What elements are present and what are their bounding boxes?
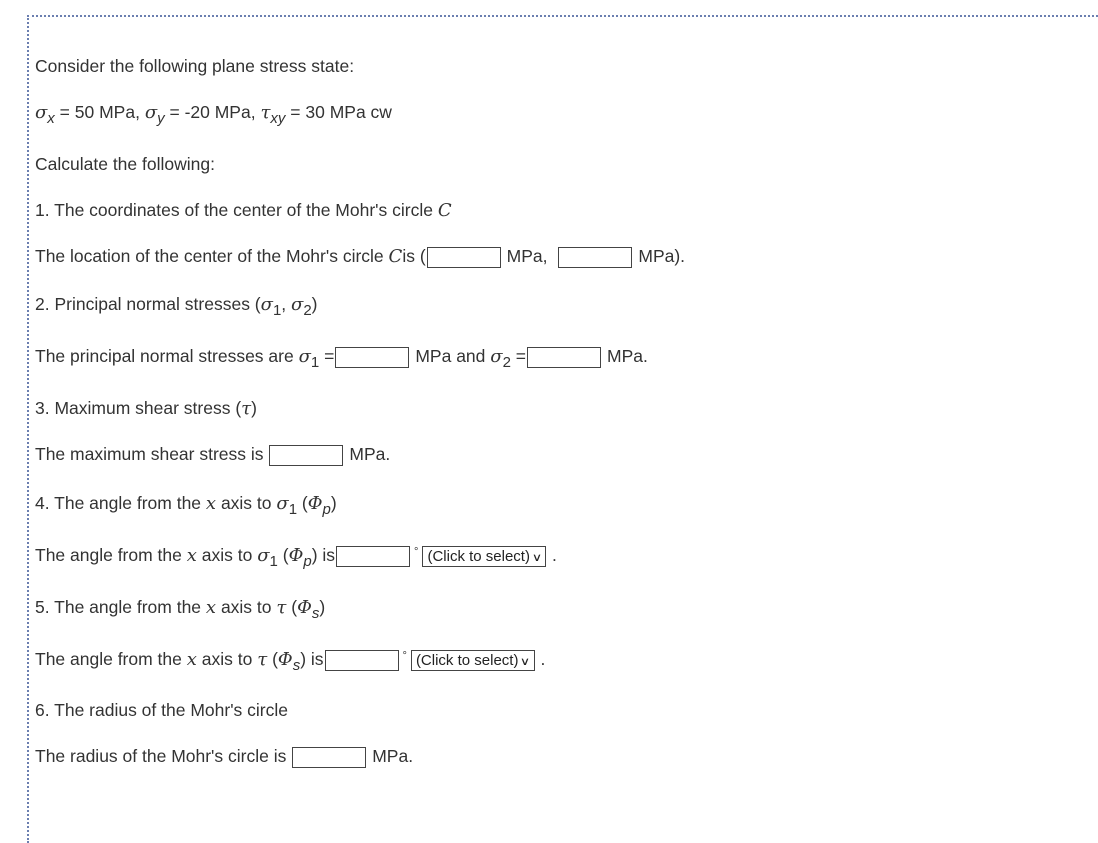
sigma1-unit: MPa and <box>415 346 486 366</box>
tau-symbol: τ <box>241 398 252 419</box>
s-subscript: s <box>292 657 301 674</box>
c-variable: C <box>437 200 452 221</box>
chevron-down-icon: ∨ <box>531 551 543 564</box>
q6-prompt <box>35 744 413 768</box>
q6-heading: 6. The radius of the Mohr's circle <box>35 700 288 720</box>
q5-prompt <box>35 647 545 674</box>
q4-prompt-axis: axis to <box>201 545 253 565</box>
center-x-unit: MPa, <box>506 246 548 266</box>
comma: , <box>281 294 287 314</box>
x-subscript: x <box>47 110 55 127</box>
degree-symbol: ° <box>414 546 419 558</box>
q3-prompt-text: The maximum shear stress is <box>35 444 264 464</box>
q2-prompt <box>35 344 648 370</box>
tau-symbol: τ <box>257 649 268 670</box>
intro-text: Consider the following plane stress state: <box>35 56 355 76</box>
sigma-symbol: σ <box>35 102 48 123</box>
one-subscript: 1 <box>310 354 320 371</box>
phi-symbol: Φ <box>297 597 312 618</box>
phi-symbol: Φ <box>288 545 304 566</box>
period: . <box>552 545 557 565</box>
equals-sign: = <box>324 346 335 366</box>
q4-prompt <box>35 543 557 570</box>
q5-heading-text: 5. The angle from the <box>35 597 202 617</box>
s-subscript: s <box>311 605 320 622</box>
sigma-y-value: = -20 MPa, <box>169 102 256 122</box>
open-paren: ( <box>291 597 298 617</box>
q3-heading-text: 3. Maximum shear stress ( <box>35 398 242 418</box>
radius-input[interactable] <box>292 747 366 768</box>
close-paren: ) <box>319 597 326 617</box>
degree-symbol: ° <box>402 650 407 662</box>
q5-heading-axis: axis to <box>220 597 272 617</box>
q6-prompt-text: The radius of the Mohr's circle is <box>35 746 287 766</box>
two-subscript: 2 <box>502 354 511 371</box>
open-paren: ( <box>282 545 289 565</box>
is-text: is <box>310 649 324 669</box>
q2-heading-text: 2. Principal normal stresses ( <box>35 294 261 314</box>
q1-prompt-text: The location of the center of the Mohr's circle <box>35 246 384 266</box>
center-x-input[interactable] <box>427 247 501 268</box>
q4-prompt-text: The angle from the <box>35 545 182 565</box>
max-shear-unit: MPa. <box>349 444 391 464</box>
calculate-text: Calculate the following: <box>35 154 215 174</box>
q2-prompt-text: The principal normal stresses are <box>35 346 294 366</box>
close-paren: ) <box>330 493 337 513</box>
max-shear-input[interactable] <box>269 445 343 466</box>
q1-heading-text: 1. The coordinates of the center of the Mohr's circle <box>35 200 433 220</box>
is-text: is <box>322 545 336 565</box>
phi-p-input[interactable] <box>336 546 410 567</box>
q2-heading <box>35 292 318 318</box>
phi-s-direction-select[interactable] <box>411 650 535 671</box>
two-subscript: 2 <box>303 302 312 319</box>
phi-p-direction-select[interactable] <box>422 546 546 567</box>
q5-heading <box>35 595 325 621</box>
select-label: (Click to select) <box>415 651 519 669</box>
q4-heading-axis: axis to <box>220 493 272 513</box>
one-subscript: 1 <box>272 302 282 319</box>
center-y-unit: MPa). <box>638 246 686 266</box>
x-variable: x <box>186 649 197 670</box>
sigma-symbol: σ <box>257 545 270 566</box>
equals-sign: = <box>515 346 527 366</box>
p-subscript: p <box>303 553 312 570</box>
sigma2-unit: MPa. <box>607 346 648 366</box>
close-paren: ) <box>311 294 318 314</box>
phi-symbol: Φ <box>307 493 323 514</box>
period: . <box>540 649 546 669</box>
phi-s-input[interactable] <box>325 650 399 671</box>
x-variable: x <box>205 597 217 618</box>
xy-subscript: xy <box>270 110 286 127</box>
one-subscript: 1 <box>269 553 278 570</box>
sigma-x-value: = 50 MPa, <box>59 102 140 122</box>
close-paren: ) <box>311 545 318 565</box>
select-label: (Click to select) <box>427 547 530 565</box>
one-subscript: 1 <box>288 501 298 518</box>
sigma-symbol: σ <box>260 294 273 315</box>
close-paren: ) <box>300 649 307 669</box>
tau-symbol: τ <box>260 102 271 123</box>
sigma-symbol: σ <box>291 294 304 315</box>
tau-xy-value: = 30 MPa cw <box>290 102 392 122</box>
x-variable: x <box>205 493 217 514</box>
q5-prompt-axis: axis to <box>201 649 253 669</box>
open-paren: ( <box>272 649 278 669</box>
sigma-symbol: σ <box>298 346 311 367</box>
q1-prompt-paren: is ( <box>402 246 426 266</box>
open-paren: ( <box>301 493 308 513</box>
chevron-down-icon: ∨ <box>520 655 531 668</box>
x-variable: x <box>186 545 197 566</box>
sigma-symbol: σ <box>490 346 503 367</box>
q1-prompt <box>35 244 685 269</box>
y-subscript: y <box>157 110 165 127</box>
given-stress-state <box>35 100 392 126</box>
tau-symbol: τ <box>276 597 287 618</box>
q4-heading-text: 4. The angle from the <box>35 493 202 513</box>
sigma-symbol: σ <box>276 493 289 514</box>
q4-heading <box>35 491 337 517</box>
center-y-input[interactable] <box>558 247 632 268</box>
q5-prompt-text: The angle from the <box>35 649 182 669</box>
radius-unit: MPa. <box>372 746 414 766</box>
close-paren: ) <box>251 398 257 418</box>
sigma-symbol: σ <box>144 102 158 123</box>
p-subscript: p <box>322 501 331 518</box>
q1-heading <box>35 198 452 223</box>
sigma1-input[interactable] <box>335 347 409 368</box>
c-variable: C <box>388 246 403 267</box>
q3-heading <box>35 396 257 421</box>
sigma2-input[interactable] <box>527 347 601 368</box>
q3-prompt <box>35 442 390 466</box>
phi-symbol: Φ <box>277 649 293 670</box>
